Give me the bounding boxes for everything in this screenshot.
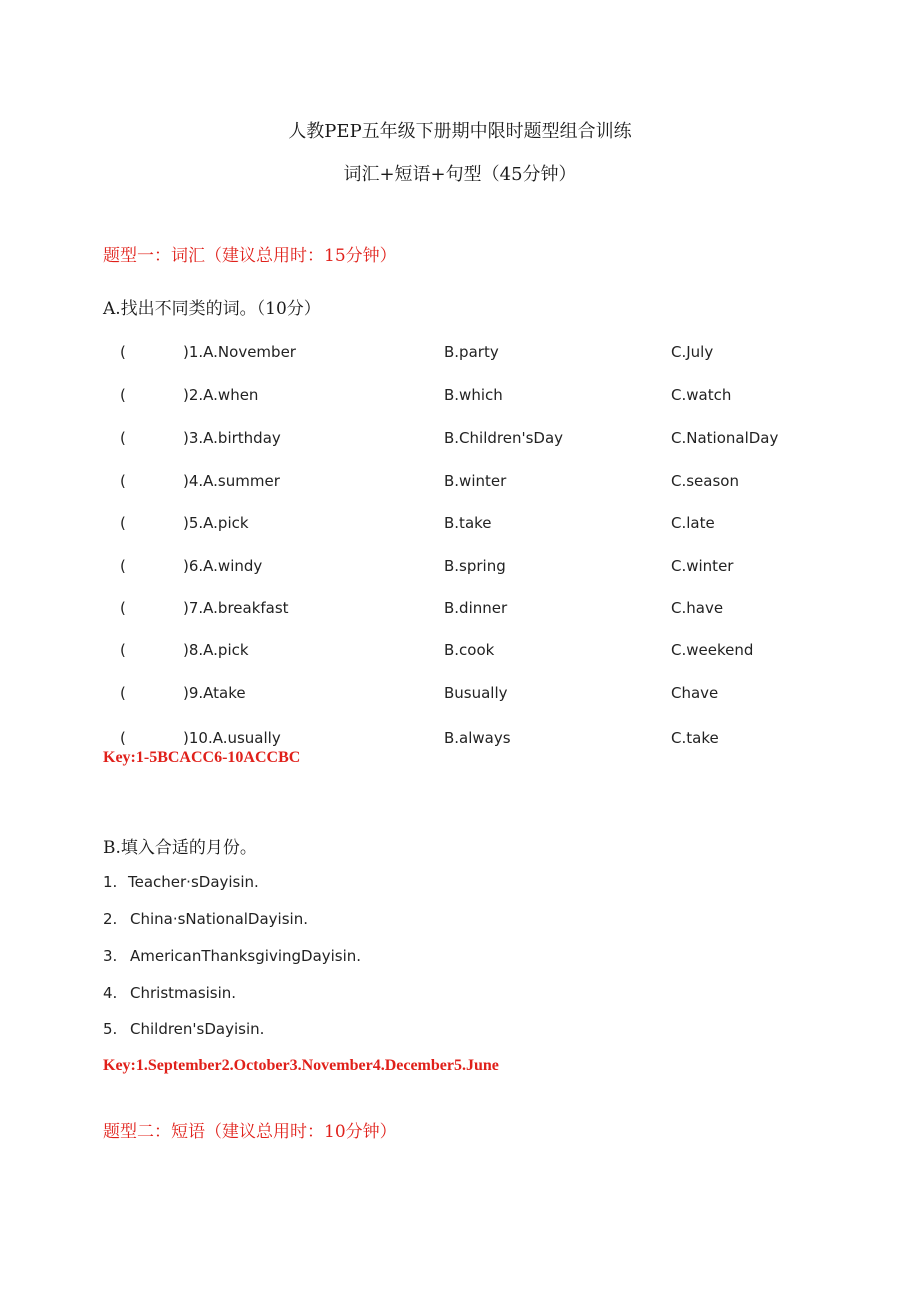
- option-c: C.July: [671, 343, 714, 361]
- option-a: )2.A.when: [183, 386, 259, 404]
- answer-blank-open: (: [120, 641, 126, 659]
- page-subtitle: 词汇+短语+句型（45分钟）: [343, 164, 577, 185]
- answer-blank-open: (: [120, 557, 126, 575]
- option-b: B.winter: [444, 472, 507, 490]
- answer-blank-open: (: [120, 386, 126, 404]
- part-b-heading: B.填入合适的月份。: [103, 838, 257, 858]
- answer-blank-open: (: [120, 343, 126, 361]
- option-a: )9.Atake: [183, 684, 246, 702]
- option-a: )7.A.breakfast: [183, 599, 289, 617]
- option-c: C.watch: [671, 386, 732, 404]
- item-number: 2.: [103, 910, 118, 928]
- answer-blank-open: (: [120, 514, 126, 532]
- answer-blank-open: (: [120, 684, 126, 702]
- part-a-answer-key: Key:1-5BCACC6-10ACCBC: [103, 749, 301, 766]
- fill-in-sentence: Children'sDayisin.: [130, 1020, 265, 1038]
- option-b: B.party: [444, 343, 499, 361]
- option-b: B.dinner: [444, 599, 508, 617]
- option-c: C.NationalDay: [671, 429, 779, 447]
- option-c: C.late: [671, 514, 715, 532]
- option-b: B.Children'sDay: [444, 429, 564, 447]
- option-c: C.have: [671, 599, 724, 617]
- answer-blank-open: (: [120, 472, 126, 490]
- option-c: C.weekend: [671, 641, 754, 659]
- part-b-answer-key: Key:1.September2.October3.November4.December5.June: [103, 1057, 499, 1074]
- fill-in-sentence: Christmasisin.: [130, 984, 237, 1002]
- option-a: )3.A.birthday: [183, 429, 281, 447]
- section-one-heading: 题型一：词汇（建议总用时：15分钟）: [103, 246, 397, 266]
- option-b: B.which: [444, 386, 503, 404]
- fill-in-sentence: China·sNationalDayisin.: [130, 910, 308, 928]
- option-c: Chave: [671, 684, 719, 702]
- section-two-heading: 题型二：短语（建议总用时：10分钟）: [103, 1122, 397, 1142]
- option-a: )4.A.summer: [183, 472, 280, 490]
- item-number: 4.: [103, 984, 118, 1002]
- item-number: 3.: [103, 947, 118, 965]
- option-a: )1.A.November: [183, 343, 296, 361]
- fill-in-sentence: AmericanThanksgivingDayisin.: [130, 947, 362, 965]
- part-a-heading: A.找出不同类的词。（10分）: [103, 299, 321, 319]
- fill-in-sentence: Teacher·sDayisin.: [128, 873, 259, 891]
- option-a: )8.A.pick: [183, 641, 249, 659]
- option-a: )10.A.usually: [183, 729, 281, 747]
- option-a: )5.A.pick: [183, 514, 249, 532]
- option-c: C.take: [671, 729, 719, 747]
- page-title: 人教PEP五年级下册期中限时题型组合训练: [288, 121, 632, 142]
- item-number: 1.: [103, 873, 118, 891]
- answer-blank-open: (: [120, 429, 126, 447]
- option-b: B.always: [444, 729, 511, 747]
- option-b: B.cook: [444, 641, 495, 659]
- item-number: 5.: [103, 1020, 118, 1038]
- answer-blank-open: (: [120, 729, 126, 747]
- option-a: )6.A.windy: [183, 557, 263, 575]
- option-b: Busually: [444, 684, 508, 702]
- option-c: C.season: [671, 472, 739, 490]
- option-b: B.spring: [444, 557, 506, 575]
- option-b: B.take: [444, 514, 492, 532]
- option-c: C.winter: [671, 557, 734, 575]
- answer-blank-open: (: [120, 599, 126, 617]
